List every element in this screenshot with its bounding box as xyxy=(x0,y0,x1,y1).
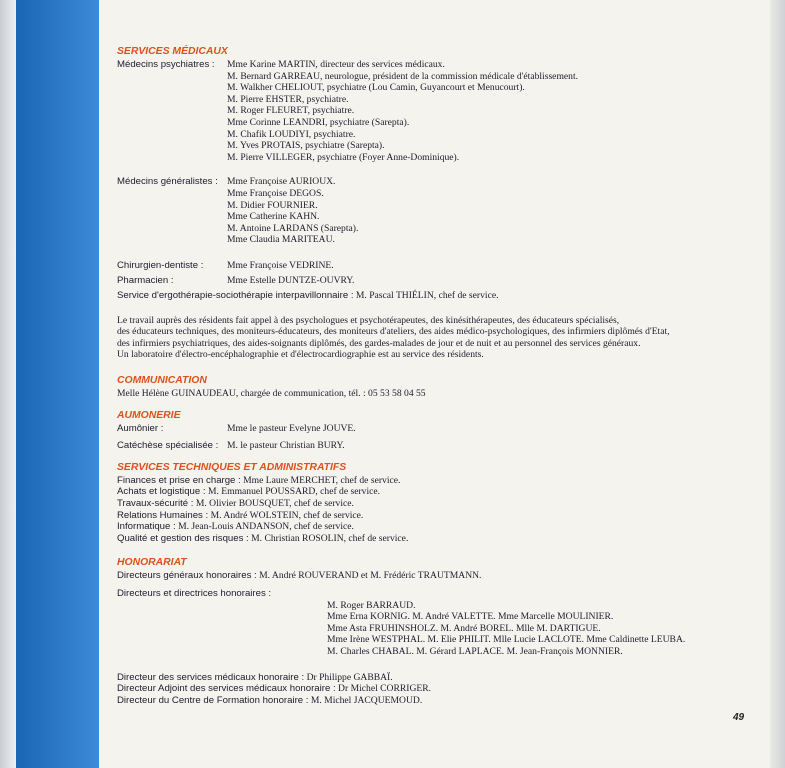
honorary-director-line: Mme Asta FRUHINSHOLZ. M. André BOREL. Mlle M. DARTIGUE. xyxy=(327,622,601,634)
technical-item-value: M. Emmanuel POUSSARD, chef de service. xyxy=(207,486,381,498)
technical-item-label: Finances et prise en charge : xyxy=(117,474,241,486)
page-right-edge xyxy=(770,0,785,768)
technical-item xyxy=(117,510,767,522)
dentist-label: Chirurgien-dentiste : xyxy=(117,259,204,271)
honorary-dirs-list xyxy=(117,600,767,658)
generalist-entry: Mme Claudia MARITEAU. xyxy=(227,234,335,246)
technical-item xyxy=(117,521,767,533)
psychiatrist-entry: Mme Karine MARTIN, directeur des services médicaux. xyxy=(227,59,445,70)
ergo-row xyxy=(117,290,767,302)
psychiatrist-entry: Mme Corinne LEANDRI, psychiatre (Sarepta). xyxy=(227,116,410,128)
psychiatrist-entry: M. Roger FLEURET, psychiatre. xyxy=(227,105,355,117)
honorary-dg-label: Directeurs généraux honoraires : xyxy=(117,570,257,582)
technical-item xyxy=(117,533,767,545)
psychiatrist-entry: M. Yves PROTAIS, psychiatre (Sarepta). xyxy=(227,140,385,152)
generalist-entry: Mme Catherine KAHN. xyxy=(227,211,320,223)
honorary-other-item-value: Dr Philippe GABBAÏ. xyxy=(306,671,393,683)
paragraph-line: des infirmiers psychiatriques, des aides-soignants diplômés, des gardes-malades de jour et de nuit et au personnel des services généraux. xyxy=(117,337,641,349)
generalists-list xyxy=(227,176,767,246)
content-column xyxy=(117,46,767,706)
ergo-label: Service d'ergothérapie-sociothérapie interpavillonnaire : xyxy=(117,290,354,302)
binding-gutter xyxy=(0,0,16,768)
honorary-other-item xyxy=(117,672,767,684)
technical-item-label: Relations Humaines : xyxy=(117,509,209,521)
technical-item xyxy=(117,486,767,498)
honorary-dg-row xyxy=(117,570,767,582)
psychiatrists-block xyxy=(117,59,767,163)
paragraph-line: Le travail auprès des résidents fait appel à des psychologues et psychotérapeutes, des kinésithérapeutes, des éducateurs spécialisés, xyxy=(117,314,620,326)
technical-item-label: Qualité et gestion des risques : xyxy=(117,532,249,544)
psychiatrist-entry: M. Walkher CHELIOUT, psychiatre (Lou Camin, Guyancourt et Menucourt). xyxy=(227,82,525,94)
generalists-label: Médecins généralistes : xyxy=(117,176,218,188)
honorary-other-item-label: Directeur des services médicaux honoraire : xyxy=(117,671,305,683)
ergo-value: M. Pascal THIÉLIN, chef de service. xyxy=(355,290,499,302)
dentist-row xyxy=(117,260,767,272)
catechesis-label: Catéchèse spécialisée : xyxy=(117,440,219,452)
honorary-dirs-label: Directeurs et directrices honoraires : xyxy=(117,588,272,599)
heading-medical-services: SERVICES MÉDICAUX xyxy=(117,46,228,57)
technical-item xyxy=(117,498,767,510)
psychiatrists-list xyxy=(227,59,767,163)
honorary-other-item-label: Directeur Adjoint des services médicaux honoraire : xyxy=(117,683,336,695)
chaplain-name: Mme le pasteur Evelyne JOUVE. xyxy=(227,422,356,434)
staff-paragraph xyxy=(117,315,767,361)
generalist-entry: M. Antoine LARDANS (Sarepta). xyxy=(227,222,359,234)
technical-item-value: Mme Laure MERCHET, chef de service. xyxy=(243,474,401,486)
chaplain-row xyxy=(117,423,767,435)
honorary-other-item-value: M. Michel JACQUEMOUD. xyxy=(310,694,423,706)
catechesis-name: M. le pasteur Christian BURY. xyxy=(227,440,345,452)
honorary-other-item xyxy=(117,683,767,695)
psychiatrists-label: Médecins psychiatres : xyxy=(117,59,215,70)
heading-communication: COMMUNICATION xyxy=(117,375,207,387)
technical-item-label: Achats et logistique : xyxy=(117,486,206,498)
pharmacist-name: Mme Estelle DUNTZE-OUVRY. xyxy=(227,274,355,286)
technical-item xyxy=(117,475,767,487)
generalists-block xyxy=(117,176,767,246)
generalist-entry: Mme Françoise AURIOUX. xyxy=(227,176,336,188)
technical-item-value: M. Jean-Louis ANDANSON, chef de service. xyxy=(178,521,354,533)
honorary-other-item-value: Dr Michel CORRIGER. xyxy=(338,683,432,695)
honorary-director-line: M. Charles CHABAL. M. Gérard LAPLACE. M. Jean-François MONNIER. xyxy=(327,645,623,657)
heading-honorary: HONORARIAT xyxy=(117,557,187,569)
technical-item-label: Travaux-sécurité : xyxy=(117,498,194,510)
generalist-entry: M. Didier FOURNIER. xyxy=(227,199,318,211)
honorary-director-line: Mme Irène WESTPHAL. M. Elie PHILIT. Mlle Lucie LACLOTE. Mme Caldinette LEUBA. xyxy=(327,634,686,646)
chaplain-label: Aumônier : xyxy=(117,422,164,434)
technical-list xyxy=(117,475,767,545)
honorary-other-item-label: Directeur du Centre de Formation honoraire : xyxy=(117,694,309,706)
paragraph-line: des éducateurs techniques, des moniteurs-éducateurs, des moniteurs d'ateliers, des aides médico-psychologiques, des infirmiers diplômés d'Etat, xyxy=(117,326,670,338)
honorary-others-list xyxy=(117,672,767,707)
pharmacist-row xyxy=(117,275,767,287)
paragraph-line: Un laboratoire d'électro-encéphalographie et d'électrocardiographie est au service des résidents. xyxy=(117,349,484,361)
communication-text: Melle Hélène GUINAUDEAU, chargée de communication, tél. : 05 53 58 04 55 xyxy=(117,388,426,400)
heading-chaplaincy: AUMONERIE xyxy=(117,409,181,421)
dentist-name: Mme Françoise VEDRINE. xyxy=(227,259,334,271)
pharmacist-label: Pharmacien : xyxy=(117,274,174,286)
technical-item-value: M. Olivier BOUSQUET, chef de service. xyxy=(195,498,354,510)
catechesis-row xyxy=(117,440,767,452)
psychiatrist-entry: M. Chafik LOUDIYI, psychiatre. xyxy=(227,128,356,140)
psychiatrist-entry: M. Bernard GARREAU, neurologue, président de la commission médicale d'établissement. xyxy=(227,70,579,82)
honorary-director-line: Mme Erna KORNIG. M. André VALETTE. Mme Marcelle MOULINIER. xyxy=(327,611,614,623)
honorary-director-line: M. Roger BARRAUD. xyxy=(327,599,416,611)
technical-item-label: Informatique : xyxy=(117,521,176,533)
generalist-entry: Mme Françoise DEGOS. xyxy=(227,187,324,199)
honorary-dg-value: M. André ROUVERAND et M. Frédéric TRAUTMANN. xyxy=(259,570,482,582)
page-number: 49 xyxy=(733,712,745,723)
heading-technical-services: SERVICES TECHNIQUES ET ADMINISTRATIFS xyxy=(117,461,347,473)
blue-margin-band xyxy=(16,0,99,768)
psychiatrist-entry: M. Pierre EHSTER, psychiatre. xyxy=(227,93,349,105)
technical-item-value: M. Christian ROSOLIN, chef de service. xyxy=(251,532,409,544)
psychiatrist-entry: M. Pierre VILLEGER, psychiatre (Foyer Anne-Dominique). xyxy=(227,151,460,163)
technical-item-value: M. André WOLSTEIN, chef de service. xyxy=(210,509,364,521)
honorary-other-item xyxy=(117,695,767,707)
